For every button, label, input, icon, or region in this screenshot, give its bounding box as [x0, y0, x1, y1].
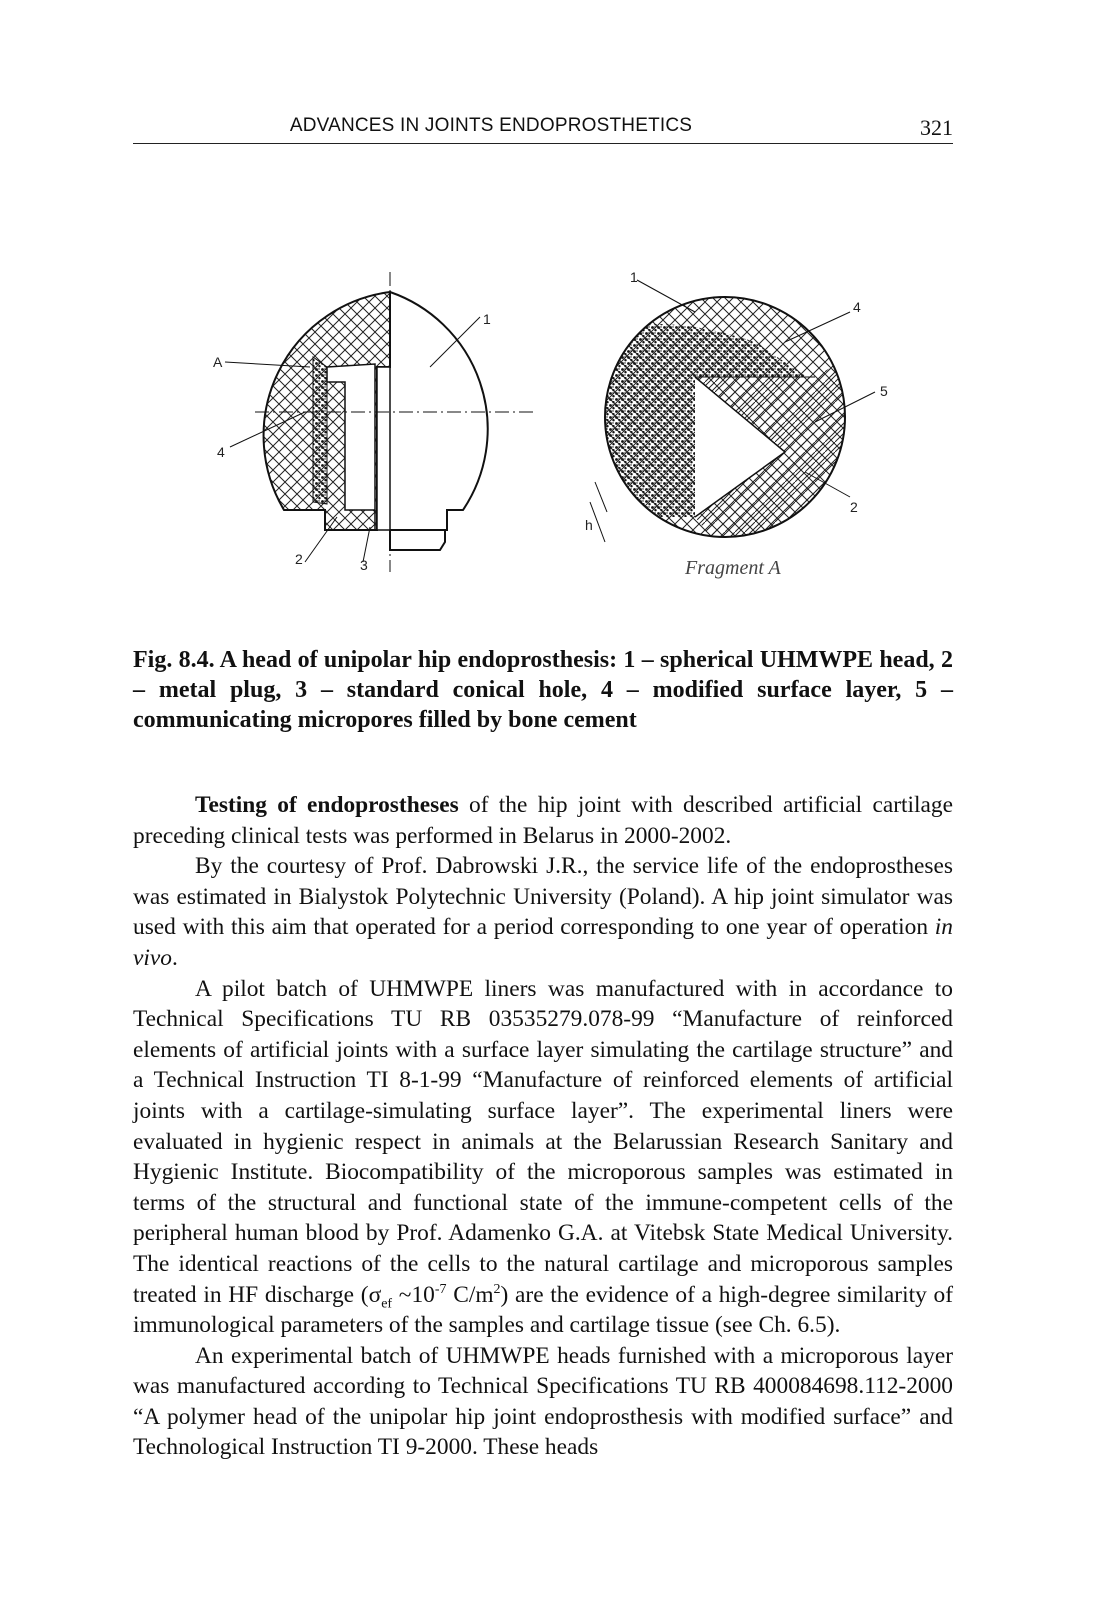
label-h: h: [585, 517, 593, 533]
sigma-symbol: σ: [368, 1281, 382, 1308]
paragraph-2: [133, 851, 953, 973]
label-left-4: 4: [217, 444, 225, 460]
label-A: A: [213, 354, 223, 370]
paragraph-2-text: By the courtesy of Prof. Dabrowski J.R., the service life of the endoprostheses was estimated in Bialystok Polytechnic University (Poland). A hip joint simulator was used with this aim that operated for a period corresponding to one year of operation: [133, 853, 953, 941]
figure-caption: Fig. 8.4. A head of unipolar hip endoprosthesis: 1 – spherical UHMWPE head, 2 – metal plug, 3 – standard conical hole, 4 – modified surface layer, 5 – communicating micropores filled by bone cement: [133, 647, 953, 733]
label-right-1: 1: [630, 272, 638, 285]
paragraph-2-end: .: [171, 944, 178, 971]
label-right-5: 5: [880, 383, 888, 399]
paragraph-4-text: An experimental batch of UHMWPE heads furnished with a microporous layer was manufactured according to Technical Specifications TU RB 400084698.112-2000 “A polymer head of the unipolar hip joint endoprosthesis with modified surface” and Technological Instruction TI 9-2000. These heads: [133, 1342, 953, 1461]
page-number: 321: [920, 115, 953, 140]
label-left-3: 3: [360, 557, 368, 573]
body-text: [133, 790, 953, 1463]
paragraph-1-text: of the hip joint with described artificial cartilage preceding clinical tests was performed in Belarus in 2000-2002.: [133, 792, 953, 849]
figure-8-4: [195, 272, 895, 602]
paragraph-3-text: A pilot batch of UHMWPE liners was manufactured with in accordance to Technical Specifications TU RB 03535279.078-99 “Manufacture of reinforced elements of artificial joints with a surface layer simulating the cartilage structure” and a Technical Instruction TI 8-1-99 “Manufacture of reinforced elements of artificial joints with a cartilage-simulating surface layer”. The experimental liners were evaluated in hygienic respect in animals at the Belarussian Research Sanitary and Hygienic Institute. Biocompatibility of the microporous samples was estimated in terms of the structural and functional state of the immune-competent cells of the peripheral human blood by Prof. Adamenko G.A. at Vitebsk State Medical University. The identical reactions of the cells to the natural cartilage and microporous samples treated in HF discharge (: [133, 975, 953, 1308]
label-left-1: 1: [483, 311, 491, 327]
paragraph-3-end: ) are the evidence of a high-degree similarity of immunological parameters of the samples and cartilage tissue (see Ch. 6.5).: [133, 1281, 953, 1339]
unit-text: C/m: [446, 1281, 494, 1308]
unit-exponent: 2: [493, 1281, 501, 1297]
exponent-value: -7: [434, 1281, 447, 1297]
running-head: [133, 115, 953, 144]
label-right-2: 2: [850, 499, 858, 515]
paragraph-1-lead: Testing of endoprostheses: [195, 792, 459, 818]
paragraph-3: [133, 974, 953, 1341]
endoprosthesis-drawing: [195, 272, 895, 602]
label-left-2: 2: [295, 551, 303, 567]
label-right-4: 4: [853, 299, 861, 315]
sigma-subscript: ef: [381, 1296, 393, 1312]
exponent-base: ~10: [392, 1281, 435, 1308]
paragraph-1: [133, 790, 953, 851]
paragraph-4: [133, 1341, 953, 1463]
paragraph-2-italic: in vivo: [133, 914, 953, 971]
fragment-caption: Fragment A: [685, 557, 781, 579]
running-head-title: ADVANCES IN JOINTS ENDOPROSTHETICS: [289, 115, 693, 136]
